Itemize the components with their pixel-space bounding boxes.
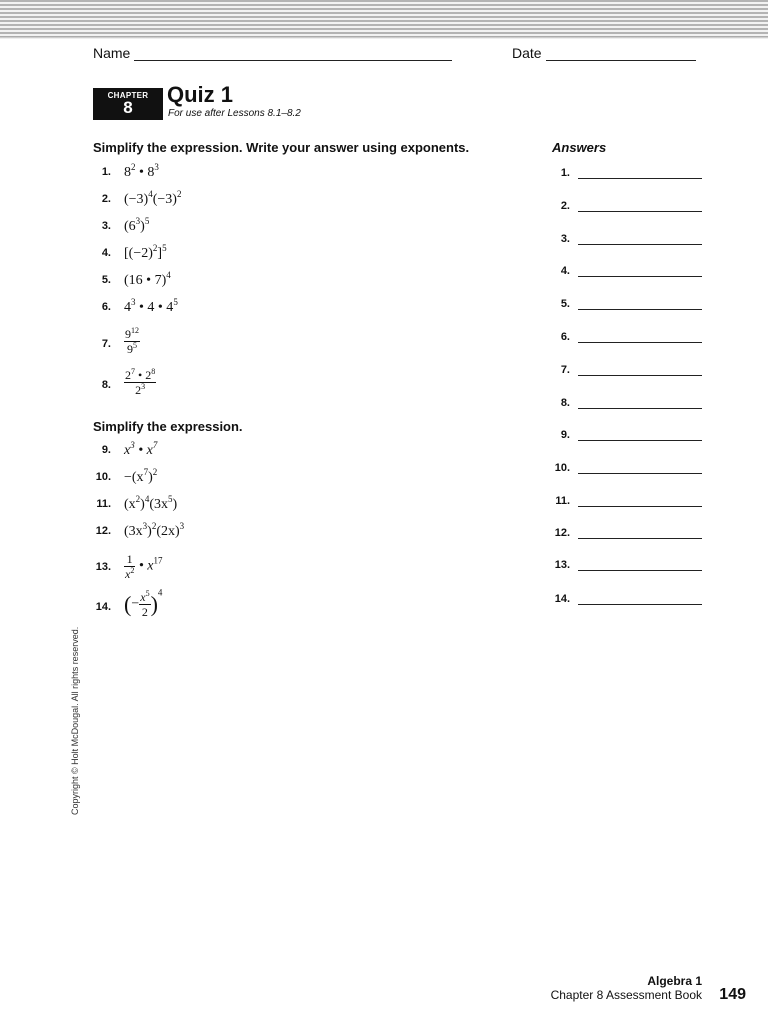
fraction: $\frac{1}{x^2}$ <box>125 552 135 581</box>
fraction: $\frac{2^7 • 2^8}{2^3}$ <box>125 367 156 397</box>
footer-book-subtitle: Chapter 8 Assessment Book <box>550 988 702 1002</box>
problem-number: 10. <box>95 471 111 483</box>
answer-line-12[interactable]: 12. <box>552 526 702 546</box>
problem-7 <box>93 327 513 361</box>
problem-expression: $(-3)^4(-3)^2$ <box>124 189 182 207</box>
answer-line-6[interactable]: 6. <box>552 330 702 350</box>
problem-number: 2. <box>101 193 111 205</box>
chapter-badge <box>93 88 163 120</box>
problem-10 <box>93 467 513 494</box>
copyright-notice: Copyright © Holt McDougal. All rights reserved. <box>70 626 80 815</box>
problem-number: 9. <box>101 444 111 456</box>
problem-1 <box>93 162 513 189</box>
answer-line-7[interactable]: 7. <box>552 363 702 383</box>
section-heading-simplify: Simplify the expression. <box>93 419 243 434</box>
problem-expression <box>124 327 140 356</box>
problem-2 <box>93 189 513 216</box>
problem-number: 13. <box>95 561 111 573</box>
header-stripe-band <box>0 0 768 36</box>
problem-9 <box>93 440 513 467</box>
problem-number: 4. <box>101 247 111 259</box>
header-stripe-shadow <box>0 36 768 39</box>
fraction: $\frac{x^5}{2}$ <box>140 589 150 619</box>
problem-number: 5. <box>101 274 111 286</box>
date-field <box>512 45 696 61</box>
section-heading-exponents: Simplify the expression. Write your answer using exponents. <box>93 140 470 155</box>
footer-book-info <box>551 974 702 1002</box>
answer-line-10[interactable]: 10. <box>552 461 702 481</box>
problem-expression: (− $\frac{x^5}{2}$ )$^4$ <box>124 587 163 619</box>
problem-12 <box>93 521 513 548</box>
problem-expression: $[(-2)^2]^5$ <box>124 243 167 261</box>
problem-expression: $(x^2)^4(3x^5)$ <box>124 494 178 512</box>
problem-expression <box>124 368 156 397</box>
quiz-title: Quiz 1 <box>167 82 234 107</box>
answer-line-1[interactable]: 1. <box>552 166 702 186</box>
problem-14 <box>93 587 513 624</box>
date-blank-line[interactable] <box>546 47 696 61</box>
problem-expression: $x^3$ • $x^7$ <box>124 440 158 458</box>
problem-expression: $\frac{1}{x^2}$ • $x^{17}$ <box>125 552 163 581</box>
problem-number: 7. <box>101 338 111 350</box>
problem-number: 12. <box>95 525 111 537</box>
problem-8 <box>93 368 513 402</box>
problem-expression: $-(x^7)^2$ <box>124 467 158 485</box>
problem-4 <box>93 243 513 270</box>
footer-book-title: Algebra 1 <box>647 974 702 988</box>
page-number: 149 <box>719 986 746 1003</box>
answers-heading: Answers <box>552 140 607 155</box>
problem-number: 11. <box>96 498 111 510</box>
problem-number: 6. <box>101 301 111 313</box>
problem-number: 3. <box>101 220 111 232</box>
date-label: Date <box>512 45 542 61</box>
chapter-number: 8 <box>123 98 133 117</box>
problem-3 <box>93 216 513 243</box>
quiz-subtitle: For use after Lessons 8.1–8.2 <box>168 108 301 119</box>
chapter-label: CHAPTER <box>107 91 149 100</box>
name-field <box>93 45 452 61</box>
answer-line-5[interactable]: 5. <box>552 297 702 317</box>
answer-line-3[interactable]: 3. <box>552 232 702 252</box>
problem-6 <box>93 297 513 324</box>
problem-number: 8. <box>101 379 111 391</box>
answer-line-2[interactable]: 2. <box>552 199 702 219</box>
problem-expression: $4^3$ • 4 • $4^5$ <box>124 297 178 315</box>
problem-number: 1. <box>101 166 111 178</box>
name-blank-line[interactable] <box>134 47 452 61</box>
problem-expression: $(6^3)^5$ <box>124 216 150 234</box>
problem-number: 14. <box>95 601 111 613</box>
answer-line-9[interactable]: 9. <box>552 428 702 448</box>
problem-expression: $(3x^3)^2(2x)^3$ <box>124 521 185 539</box>
answer-line-8[interactable]: 8. <box>552 396 702 416</box>
problem-13 <box>93 552 513 584</box>
problem-5 <box>93 270 513 297</box>
fraction: $\frac{9^{12}}{9^5}$ <box>125 326 139 356</box>
problem-expression: (16 • 7)$^4$ <box>124 270 171 288</box>
name-label: Name <box>93 45 131 61</box>
answer-line-13[interactable]: 13. <box>552 558 702 578</box>
problem-expression: $8^2$ • $8^3$ <box>124 162 159 180</box>
answer-line-14[interactable]: 14. <box>552 592 702 612</box>
answer-line-4[interactable]: 4. <box>552 264 702 284</box>
problem-11 <box>93 494 513 521</box>
answer-line-11[interactable]: 11. <box>552 494 702 514</box>
